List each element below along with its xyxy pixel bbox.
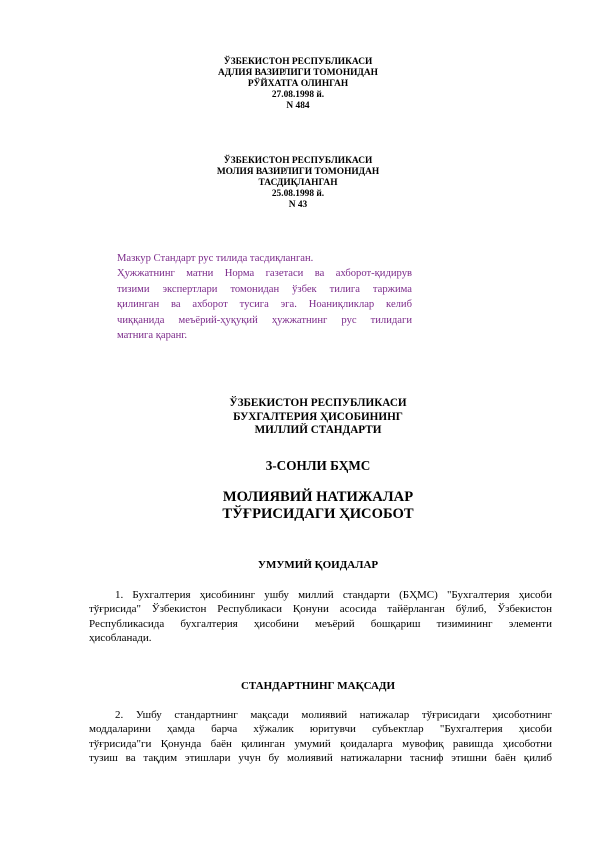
stamp-line: ТАСДИҚЛАНГАН: [258, 178, 338, 188]
paragraph-line: Республикасида бухгалтерия ҳисобини меъёрий бошқариш тизимининг элементи: [89, 617, 552, 630]
stamp-line: ЎЗБЕКИСТОН РЕСПУБЛИКАСИ: [223, 156, 373, 166]
stamp-line: ЎЗБЕКИСТОН РЕСПУБЛИКАСИ: [223, 57, 373, 67]
standard-title-line: ЎЗБЕКИСТОН РЕСПУБЛИКАСИ: [229, 397, 407, 409]
standard-title: [0, 397, 596, 438]
section-heading: СТАНДАРТНИНГ МАҚСАДИ: [240, 680, 396, 692]
paragraph-line: ҳисобланади.: [89, 631, 152, 644]
section-paragraph: [89, 588, 552, 645]
registration-stamp: [0, 57, 596, 112]
section-heading: УМУМИЙ ҚОИДАЛАР: [257, 559, 379, 571]
standard-title-line: БУХГАЛТЕРИЯ ҲИСОБИНИНГ: [233, 410, 403, 423]
stamp-number: N 484: [286, 101, 310, 111]
note-line: тизими экспертлари томонидан ўзбек тилига таржима: [117, 283, 412, 295]
paragraph-line: тузиш ва тақдим этишлари учун бу молиявий натижаларни тасниф этишни баён қилиб: [89, 751, 552, 764]
stamp-line: АДЛИЯ ВАЗИРЛИГИ ТОМОНИДАН: [218, 68, 378, 78]
stamp-number: N 43: [288, 200, 308, 210]
paragraph-line: тўғрисида"ги Қонунда баён қилинган умумий қоидаларга мувофиқ равишда ҳисоботни: [89, 737, 552, 750]
stamp-line: МОЛИЯ ВАЗИРЛИГИ ТОМОНИДАН: [216, 167, 380, 177]
approval-stamp: [0, 156, 596, 211]
paragraph-line: 1. Бухгалтерия ҳисобининг ушбу миллий стандарти (БҲМС) "Бухгалтерия ҳисоби: [115, 589, 552, 601]
standard-number: 3-СОНЛИ БҲМС: [265, 458, 371, 473]
stamp-date: 25.08.1998 й.: [271, 189, 325, 199]
section-paragraph: [89, 708, 552, 765]
note-line: Ҳужжатнинг матни Норма газетаси ва ахборот-қидирув: [117, 268, 412, 280]
stamp-line: РЎЙХАТГА ОЛИНГАН: [247, 79, 349, 89]
note-line: чиққанида меъёрий-ҳуқуқий ҳужжатнинг рус тилидаги: [117, 314, 412, 326]
paragraph-line: тўғрисида" Ўзбекистон Республикаси Қонуни асосида тайёрланган бўлиб, Ўзбекистон: [89, 603, 552, 616]
translation-note: [117, 251, 412, 343]
stamp-date: 27.08.1998 й.: [271, 90, 325, 100]
paragraph-line: 2. Ушбу стандартнинг мақсади молиявий натижалар тўғрисидаги ҳисоботнинг: [115, 709, 552, 721]
standard-title-line: МИЛЛИЙ СТАНДАРТИ: [254, 424, 382, 437]
report-title-line: МОЛИЯВИЙ НАТИЖАЛАР: [222, 489, 414, 505]
report-title-line: ТЎҒРИСИДАГИ ҲИСОБОТ: [222, 506, 414, 522]
paragraph-line: моддаларини ҳамда барча хўжалик юритувчи субъектлар "Бухгалтерия ҳисоби: [89, 723, 552, 736]
report-title: [0, 489, 596, 523]
note-line: матнига қаранг.: [117, 330, 188, 342]
note-line: қилинган ва ахборот тусига эга. Ноаниқликлар келиб: [117, 299, 412, 311]
note-line: Мазкур Стандарт рус тилида тасдиқланган.: [117, 253, 314, 264]
